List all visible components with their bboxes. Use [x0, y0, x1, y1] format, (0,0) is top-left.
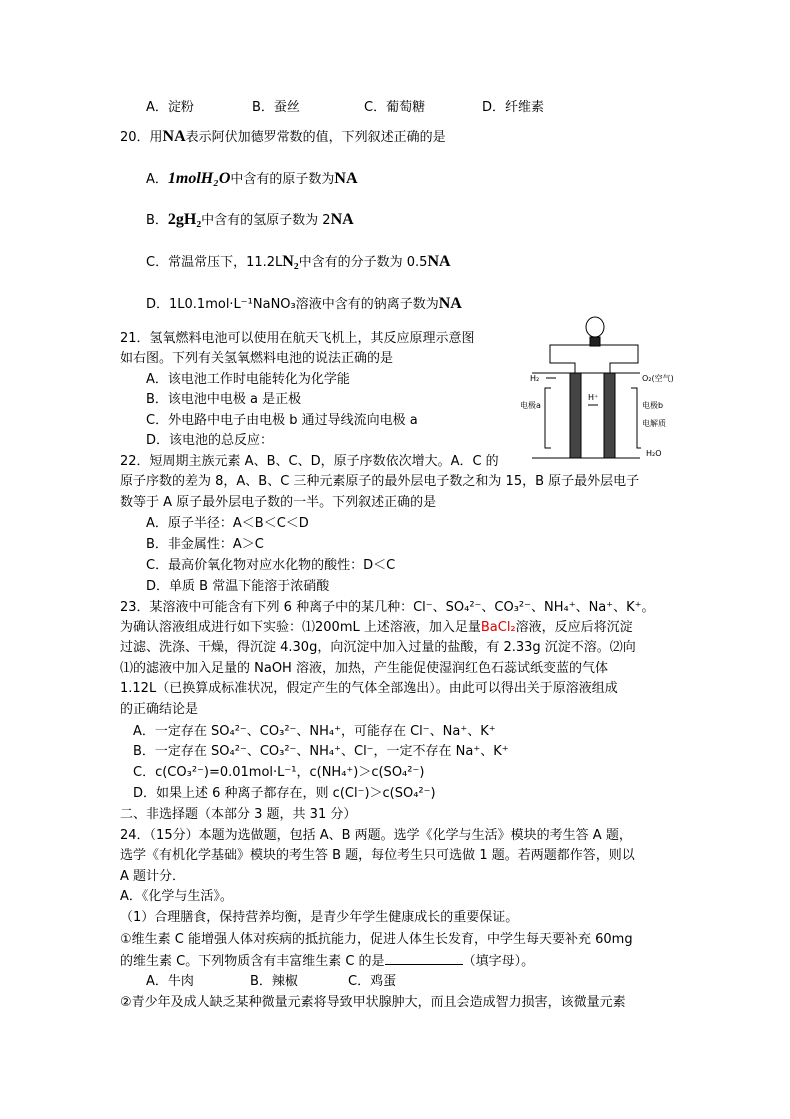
option-text: 中含有的分子数为 0.5 — [298, 255, 428, 270]
question-text: （填字母）。 — [462, 954, 535, 969]
q23-option-b: B．一定存在 SO₄²⁻、CO₃²⁻、NH₄⁺、Cl⁻，一定不存在 Na⁺、K⁺ — [133, 744, 509, 759]
q24-line: ①维生素 C 能增强人体对疾病的抵抗能力，促进人体生长发育，中学生每天要补充 60mg — [120, 932, 633, 947]
answer-blank[interactable] — [385, 952, 463, 965]
q24-option-a: A．牛肉 — [146, 974, 194, 989]
option-text: 中含有的氢原子数为 2 — [201, 213, 331, 228]
option-text: 中含有的原子数为 — [230, 172, 335, 187]
q21-option-a: A．该电池工作时电能转化为化学能 — [146, 372, 350, 387]
q24-line: A 题计分． — [120, 869, 186, 884]
q24-line: ②青少年及成人缺乏某种微量元素将导致甲状腺肿大，而且会造成智力损害，该微量元素 — [120, 995, 626, 1010]
q19-option-c: C．葡萄糖 — [364, 100, 426, 115]
na-symbol: NA — [438, 295, 462, 312]
q21-stem-line: 如右图。下列有关氢氧燃料电池的说法正确的是 — [120, 351, 394, 366]
stem-text: 溶液，反应后将沉淀 — [515, 620, 633, 635]
light-bulb-icon — [586, 317, 604, 346]
q22-option-d: D．单质 B 常温下能溶于浓硝酸 — [146, 579, 330, 594]
q20-option-c — [146, 254, 451, 271]
q23-option-d: D．如果上述 6 种离子都存在，则 c(Cl⁻)＞c(SO₄²⁻) — [133, 786, 436, 801]
q20-option-b — [146, 212, 354, 229]
q19-option-b: B．蚕丝 — [252, 100, 300, 115]
na-symbol: NA — [330, 211, 354, 228]
q24-option-c: C．鸡蛋 — [348, 974, 397, 989]
option-text: C．常温常压下，11.2L — [146, 255, 283, 270]
q24-option-b: B．辣椒 — [250, 974, 298, 989]
q21-option-c: C．外电路中电子由电极 b 通过导线流向电极 a — [146, 413, 418, 428]
stem-text: 为确认溶液组成进行如下实验：⑴200mL 上述溶液，加入足量 — [120, 620, 481, 635]
q21-stem-line: 21．氢氧燃料电池可以使用在航天飞机上，其反应原理示意图 — [120, 331, 475, 346]
h-plus-label: H⁺ — [588, 393, 599, 402]
q22-stem-line: 原子序数的差为 8，A、B、C 三种元素原子的最外层电子数之和为 15，B 原子最外层电子 — [120, 474, 640, 489]
q20-stem-text: 表示阿伏加德罗常数的值，下列叙述正确的是 — [185, 130, 446, 145]
electrode-b-label: 电极b — [642, 401, 664, 410]
q19-option-a: A．淀粉 — [146, 100, 194, 115]
q23-option-a: A．一定存在 SO₄²⁻、CO₃²⁻、NH₄⁺，可能存在 Cl⁻、Na⁺、K⁺ — [133, 724, 496, 739]
q22-option-c: C．最高价氧化物对应水化物的酸性：D＜C — [146, 558, 396, 573]
external-wire — [600, 345, 638, 373]
na-symbol: NA — [162, 128, 186, 145]
q23-stem-line — [120, 620, 633, 636]
q21-option-d: D．该电池的总反应： — [146, 433, 274, 448]
h2-label: H₂ — [530, 374, 540, 383]
q22-stem-line: 数等于 A 原子最外层电子数的一半。下列叙述正确的是 — [120, 495, 437, 510]
q22-option-a: A．原子半径：A＜B＜C＜D — [146, 516, 309, 531]
q24-line: 选学《有机化学基础》模块的考生答 B 题，每位考生只可选做 1 题。若两题都作答，则以 — [120, 848, 635, 863]
q19-option-d: D．纤维素 — [482, 100, 545, 115]
q23-stem-line: ⑴的滤液中加入足量的 NaOH 溶液，加热，产生能促使湿润红色石蕊试纸变蓝的气体 — [120, 661, 608, 676]
o2-label: O₂(空气) — [642, 374, 674, 383]
q20-number: 20．用 — [120, 130, 163, 145]
na-symbol: NA — [334, 170, 358, 187]
electrode-a-label: 电极a — [520, 401, 541, 410]
electrode-b — [604, 373, 615, 458]
bacl2-highlight: BaCl₂ — [480, 620, 516, 635]
option-text: D．1L0.1mol·L⁻¹NaNO₃溶液中含有的钠离子数为 — [146, 297, 439, 312]
electrode-a — [570, 373, 581, 458]
q23-stem-line: 23．某溶液中可能含有下列 6 种离子中的某几种：Cl⁻、SO₄²⁻、CO₃²⁻、NH₄⁺、Na⁺、K⁺。 — [120, 600, 655, 615]
option-label: A． — [146, 172, 168, 187]
q20-option-d — [146, 296, 462, 313]
electrolyte-label: 电解质 — [642, 419, 666, 428]
q20-option-a — [146, 171, 358, 188]
h2o-label: H₂O — [646, 449, 662, 458]
q24-line: 24．（15分）本题为选做题，包括 A、B 两题。选学《化学与生活》模块的考生答 A 题， — [120, 828, 632, 843]
q23-stem-line: 1.12L（已换算成标准状况，假定产生的气体全部逸出）。由此可以得出关于原溶液组成 — [120, 681, 618, 696]
q21-option-b: B．该电池中电极 a 是正极 — [146, 392, 302, 407]
q23-stem-line: 过滤、洗涤、干燥，得沉淀 4.30g，向沉淀中加入过量的盐酸，有 2.33g 沉淀不溶。⑵向 — [120, 640, 636, 655]
na-symbol: NA — [427, 253, 451, 270]
formula: N₂ — [282, 253, 299, 270]
question-text: 的维生素 C。下列物质含有丰富维生素 C 的是 — [120, 954, 385, 969]
q24-line: A．《化学与生活》。 — [120, 889, 233, 904]
q24-line — [120, 952, 534, 970]
q22-stem-line: 22．短周期主族元素 A、B、C、D，原子序数依次增大。A．C 的 — [120, 454, 499, 469]
q24-line: （1）合理膳食，保持营养均衡，是青少年学生健康成长的重要保证。 — [120, 910, 519, 925]
option-label: B． — [146, 213, 168, 228]
formula: 2gH₂ — [167, 211, 202, 228]
fuel-cell-diagram — [520, 310, 680, 460]
q23-option-c: C．c(CO₃²⁻)=0.01mol·L⁻¹，c(NH₄⁺)＞c(SO₄²⁻) — [133, 765, 425, 780]
section-heading: 二、非选择题（本部分 3 题，共 31 分） — [120, 807, 357, 822]
q23-stem-line: 的正确结论是 — [120, 702, 199, 717]
q20-stem — [120, 129, 446, 146]
formula: 1molH₂O — [167, 170, 231, 187]
q22-option-b: B．非金属性：A＞C — [146, 537, 264, 552]
